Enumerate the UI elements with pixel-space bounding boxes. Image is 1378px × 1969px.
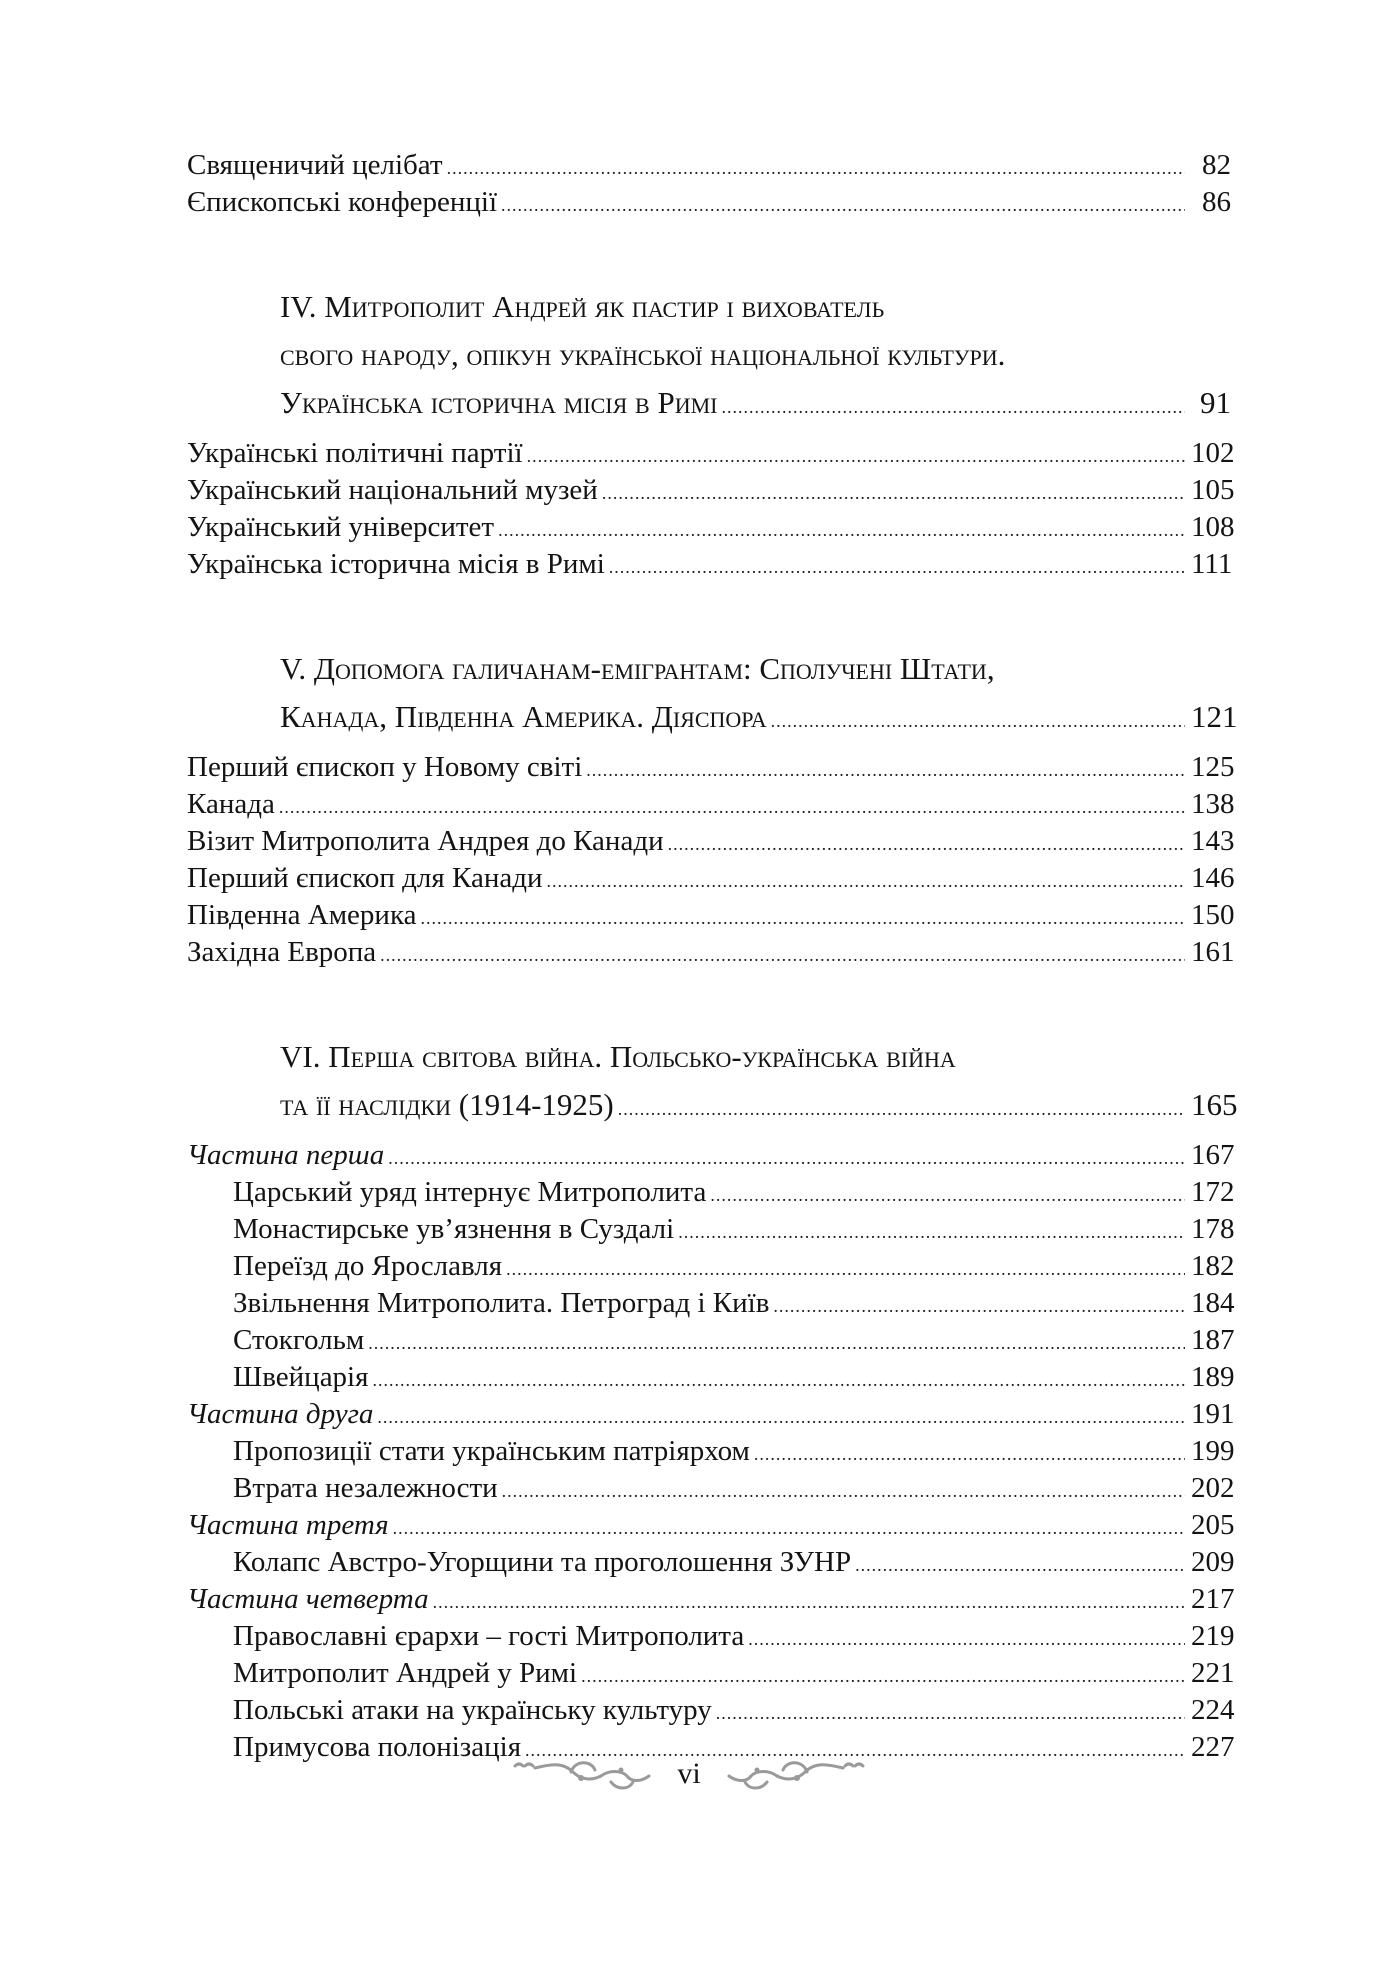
flourish-right-icon [719,1752,867,1796]
toc-entry[interactable] [187,1248,1235,1285]
chapter-heading-6[interactable] [187,1033,1238,1129]
toc-entry-page: 217 [1191,1583,1235,1615]
toc-entry[interactable] [187,546,1231,583]
toc-entry-page: 205 [1191,1509,1235,1541]
dot-leader [710,1177,1185,1214]
toc-entry-title: Священичий целібат [187,149,443,181]
chapter-page: 121 [1191,699,1238,734]
toc-entry-page: 187 [1191,1324,1235,1356]
dot-leader [377,1399,1185,1436]
toc-entry-page: 86 [1202,186,1231,218]
toc-entry[interactable] [187,184,1231,221]
table-of-contents [187,147,1238,1766]
toc-entry[interactable] [187,823,1235,860]
dot-leader [716,1695,1185,1732]
dot-leader [609,549,1185,586]
toc-entry-title: Українська історична місія в Римі [187,548,605,580]
toc-entry-page: 143 [1191,825,1235,857]
toc-entry[interactable] [187,749,1235,786]
toc-entry-page: 172 [1191,1176,1235,1208]
toc-entry-page: 199 [1191,1435,1235,1467]
toc-entry[interactable] [187,786,1235,823]
dot-leader [581,1658,1185,1695]
dot-leader [773,1288,1185,1325]
dot-leader [393,1510,1185,1547]
dot-leader [506,1251,1185,1288]
toc-entry-title: Перший єпископ для Канади [187,862,543,894]
toc-entry-page: 125 [1191,751,1235,783]
toc-entry-title: Примусова полонізація [233,1731,522,1763]
dot-leader [420,900,1185,937]
toc-entry-title: Звільнення Митрополита. Петроград і Київ [233,1287,770,1319]
toc-entry[interactable] [187,472,1235,509]
toc-entry-title: Втрата незалежности [233,1472,498,1504]
toc-entry[interactable] [187,1359,1235,1396]
toc-entry-page: 108 [1191,511,1235,543]
toc-entry-title: Південна Америка [187,899,417,931]
toc-entry[interactable] [187,1174,1235,1211]
toc-entry-title: Українські політичні партії [187,437,523,469]
page-footer [0,1739,1378,1809]
toc-entry-title: Переїзд до Ярославля [233,1250,503,1282]
dot-leader [527,438,1185,475]
toc-entry-page: 191 [1191,1398,1235,1430]
chapter-title-line: IV. Митрополит Андрей як пастир і вихователь [280,289,885,324]
toc-entry-page: 227 [1191,1731,1235,1763]
dot-leader [754,1436,1185,1473]
toc-entry-title: Митрополит Андрей у Римі [233,1657,578,1689]
toc-entry[interactable] [187,509,1235,546]
toc-entry-page: 111 [1191,548,1233,580]
toc-part-entry[interactable] [187,1137,1235,1174]
dot-leader [433,1584,1185,1621]
toc-entry[interactable] [187,860,1235,897]
toc-entry[interactable] [187,1692,1235,1729]
toc-entry-page: 105 [1191,474,1235,506]
chapter-heading-5[interactable] [187,645,1238,741]
dot-leader [279,789,1185,826]
toc-entry-page: 102 [1191,437,1235,469]
flourish-left-icon [511,1752,659,1796]
toc-entry-title: Православні єрархи – гості Митрополита [233,1620,745,1652]
toc-entry[interactable] [187,147,1231,184]
toc-entry[interactable] [187,1211,1235,1248]
page-number: vi [677,1757,701,1790]
dot-leader [602,475,1185,512]
dot-leader [855,1547,1185,1584]
toc-entry-title: Частина четверта [187,1583,429,1615]
chapter-heading-4[interactable] [187,283,1231,427]
dot-leader [498,512,1185,549]
toc-part-entry[interactable] [187,1507,1235,1544]
toc-entry-page: 209 [1191,1546,1235,1578]
toc-part-entry[interactable] [187,1396,1235,1433]
toc-entry-page: 167 [1191,1139,1235,1171]
toc-entry-title: Частина друга [187,1398,374,1430]
toc-entry[interactable] [187,1433,1235,1470]
dot-leader [501,187,1185,224]
chapter-title-line: Українська історична місія в Римі [280,385,718,420]
toc-entry[interactable] [187,1322,1235,1359]
toc-entry-title: Пропозиції стати українським патріярхом [233,1435,750,1467]
toc-entry-title: Західна Европа [187,936,377,968]
dot-leader [547,863,1186,900]
toc-entry-title: Український національний музей [187,474,598,506]
toc-entry-page: 146 [1191,862,1235,894]
toc-entry-title: Монастирське ув’язнення в Суздалі [233,1213,675,1245]
toc-entry-page: 82 [1202,149,1231,181]
toc-entry[interactable] [187,897,1235,934]
chapter-title-last-line [280,693,1238,741]
toc-entry-title: Польські атаки на українську культуру [233,1694,712,1726]
toc-entry-page: 182 [1191,1250,1235,1282]
toc-entry-title: Візит Митрополита Андрея до Канади [187,825,664,857]
toc-entry-title: Стокгольм [233,1324,365,1356]
chapter-title-last-line [280,379,1231,427]
toc-entry-page: 202 [1191,1472,1235,1504]
dot-leader [586,752,1185,789]
toc-entry-title: Частина третя [187,1509,389,1541]
dot-leader [668,826,1185,863]
toc-entry-page: 161 [1191,936,1235,968]
toc-entry[interactable] [187,1470,1235,1507]
toc-entry-page: 150 [1191,899,1235,931]
toc-entry-page: 138 [1191,788,1235,820]
dot-leader [771,697,1185,745]
toc-entry-page: 178 [1191,1213,1235,1245]
chapter-title-last-line [280,1081,1238,1129]
toc-entry-page: 189 [1191,1361,1235,1393]
chapter-title-line: Канада, Південна Америка. Діяспора [280,699,767,734]
chapter-page: 165 [1191,1087,1238,1122]
toc-entry[interactable] [187,1618,1235,1655]
chapter-title-line: свого народу, опікун української національної культури. [280,337,1006,372]
toc-entry-page: 221 [1191,1657,1235,1689]
dot-leader [748,1621,1185,1658]
toc-entry-title: Колапс Австро-Угорщини та проголошення ЗУНР [233,1546,852,1578]
dot-leader [372,1362,1185,1399]
dot-leader [502,1473,1185,1510]
dot-leader [447,150,1185,187]
toc-entry-page: 184 [1191,1287,1235,1319]
toc-entry-title: Український університет [187,511,495,543]
dot-leader [678,1214,1185,1251]
toc-entry-title: Перший єпископ у Новому світі [187,751,583,783]
chapter-title-line: VI. Перша світова війна. Польсько-українська війна [280,1039,956,1074]
toc-entry-title: Єпископські конференції [187,186,498,218]
chapter-title-line: V. Допомога галичанам-емігрантам: Сполучені Штати, [280,651,995,686]
dot-leader [380,937,1185,974]
toc-entry-title: Частина перша [187,1139,385,1171]
toc-entry[interactable] [187,934,1235,971]
dot-leader [368,1325,1185,1362]
toc-entry[interactable] [187,1655,1235,1692]
chapter-title-line: та її наслідки (1914-1925) [280,1087,614,1122]
toc-entry-title: Царський уряд інтернує Митрополита [233,1176,707,1208]
dot-leader [388,1140,1185,1177]
toc-entry-title: Канада [187,788,275,820]
chapter-page: 91 [1200,385,1231,420]
toc-entry[interactable] [187,1544,1235,1581]
dot-leader [618,1085,1185,1133]
toc-entry[interactable] [187,1285,1235,1322]
toc-entry-page: 224 [1191,1694,1235,1726]
toc-part-entry[interactable] [187,1581,1235,1618]
dot-leader [722,383,1186,431]
toc-entry-page: 219 [1191,1620,1235,1652]
toc-entry-title: Швейцарія [233,1361,369,1393]
toc-entry[interactable] [187,435,1235,472]
